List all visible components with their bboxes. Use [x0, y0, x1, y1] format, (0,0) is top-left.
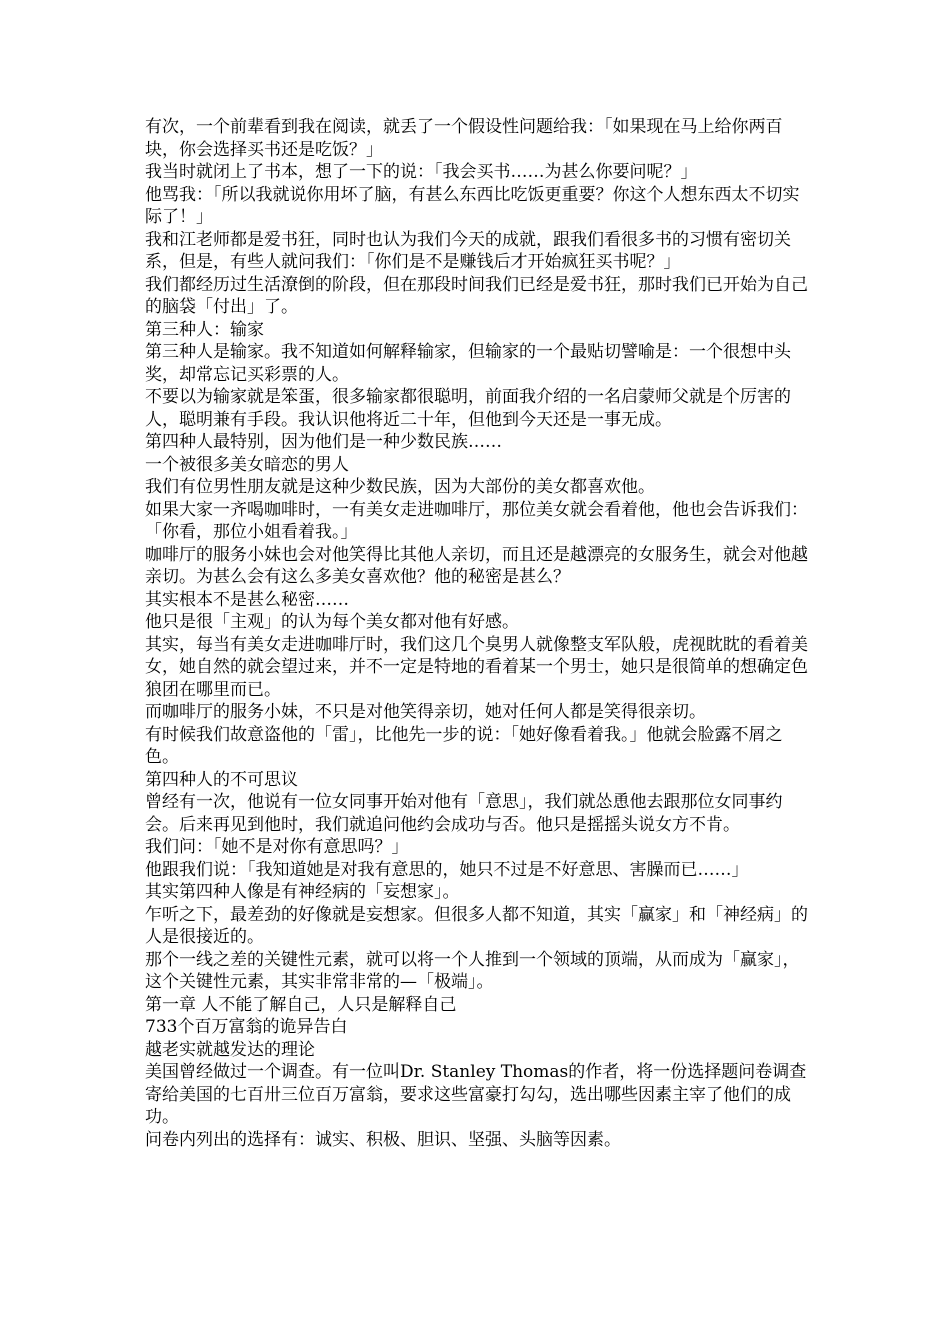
- paragraph: 第四种人最特别，因为他们是一种少数民族……: [145, 432, 502, 452]
- paragraph: 咖啡厅的服务小妹也会对他笑得比其他人亲切，而且还是越漂亮的女服务生，就会对他越亲切。为甚么会有这么多美女喜欢他？他的秘密是甚么？: [145, 544, 808, 587]
- paragraph: 如果大家一齐喝咖啡时，一有美女走进咖啡厅，那位美女就会看着他，他也会告诉我们：「你看，那位小姐看着我。」: [145, 499, 808, 542]
- paragraph: 乍听之下，最差劲的好像就是妄想家。但很多人都不知道，其实「赢家」和「神经病」的人是很接近的。: [145, 904, 808, 947]
- section-heading: 733个百万富翁的诡异告白: [145, 1017, 348, 1037]
- paragraph: 不要以为输家就是笨蛋，很多输家都很聪明，前面我介绍的一名启蒙师父就是个厉害的人，聪明兼有手段。我认识他将近二十年，但他到今天还是一事无成。: [145, 387, 791, 430]
- section-heading: 一个被很多美女暗恋的男人: [145, 454, 349, 475]
- paragraph: 他只是很「主观」的认为每个美女都对他有好感。: [145, 612, 519, 632]
- paragraph: 其实第四种人像是有神经病的「妄想家」。: [145, 882, 460, 902]
- document-body: [145, 116, 815, 1151]
- paragraph: 问卷内列出的选择有：诚实、积极、胆识、坚强、头脑等因素。: [145, 1129, 621, 1150]
- section-heading: 第四种人的不可思议: [145, 769, 298, 790]
- paragraph: 有时候我们故意盗他的「雷」，比他先一步的说：「她好像看着我。」他就会脸露不屑之色。: [145, 724, 783, 767]
- paragraph: 美国曾经做过一个调查。有一位叫Dr. Stanley Thomas的作者，将一份选择题问卷调查寄给美国的七百卅三位百万富翁，要求这些富豪打勾勾，选出哪些因素主宰了他们的成功。: [145, 1062, 807, 1127]
- paragraph: 曾经有一次，他说有一位女同事开始对他有「意思」，我们就怂恿他去跟那位女同事约会。后来再见到他时，我们就追问他约会成功与否。他只是摇摇头说女方不肯。: [145, 792, 783, 835]
- paragraph: 我和江老师都是爱书狂，同时也认为我们今天的成就，跟我们看很多书的习惯有密切关系，但是，有些人就问我们：「你们是不是赚钱后才开始疯狂买书呢？」: [145, 229, 791, 272]
- section-heading: 越老实就越发达的理论: [145, 1039, 315, 1060]
- paragraph: 我们问：「她不是对你有意思吗？」: [145, 837, 409, 857]
- chapter-heading: 第一章 人不能了解自己，人只是解释自己: [145, 994, 457, 1015]
- paragraph: 而咖啡厅的服务小妹，不只是对他笑得亲切，她对任何人都是笑得很亲切。: [145, 702, 706, 722]
- paragraph: 其实，每当有美女走进咖啡厅时，我们这几个臭男人就像整支军队般，虎视眈眈的看着美女，她自然的就会望过来，并不一定是特地的看着某一个男士，她只是很简单的想确定色狼团在哪里而已。: [145, 634, 808, 700]
- paragraph: 我们都经历过生活潦倒的阶段，但在那段时间我们已经是爱书狂，那时我们已开始为自己的脑袋「付出」了。: [145, 274, 808, 317]
- paragraph: 有次，一个前辈看到我在阅读，就丢了一个假设性问题给我：「如果现在马上给你两百块，你会选择买书还是吃饭？」: [145, 117, 783, 160]
- section-heading: 第三种人：输家: [145, 319, 264, 340]
- paragraph: 他骂我：「所以我就说你用坏了脑，有甚么东西比吃饭更重要？你这个人想东西太不切实际了！」: [145, 184, 800, 227]
- paragraph: 其实根本不是甚么秘密……: [145, 589, 349, 610]
- paragraph: 我当时就闭上了书本，想了一下的说：「我会买书……为甚么你要问呢？」: [145, 162, 698, 182]
- paragraph: 第三种人是输家。我不知道如何解释输家，但输家的一个最贴切譬喻是：一个很想中头奖，却常忘记买彩票的人。: [145, 342, 791, 385]
- paragraph: 我们有位男性朋友就是这种少数民族，因为大部份的美女都喜欢他。: [145, 477, 655, 497]
- paragraph: 他跟我们说：「我知道她是对我有意思的，她只不过是不好意思、害臊而已……」: [145, 859, 749, 880]
- paragraph: 那个一线之差的关键性元素，就可以将一个人推到一个领域的顶端，从而成为「赢家」，这个关键性元素，其实非常非常的—「极端」。: [145, 949, 800, 992]
